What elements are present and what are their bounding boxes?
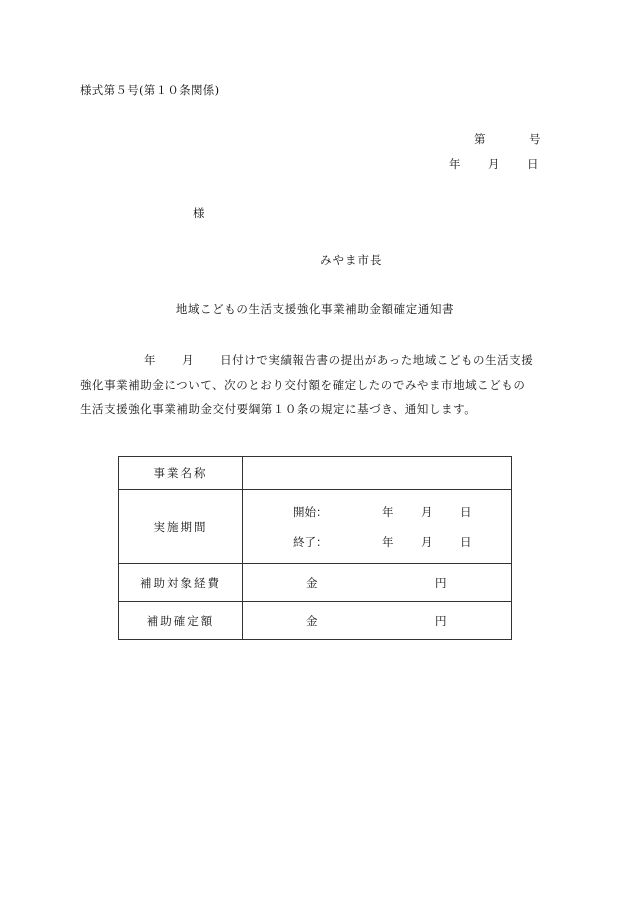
details-table [118,456,512,640]
confirmed-amount-suffix: 円 [435,613,447,628]
date-day-label: 日 [527,157,539,171]
date-month-label: 月 [488,157,500,171]
confirmed-amount-value [243,602,512,640]
project-name-label: 事業名称 [119,457,243,490]
body-month-label: 月 [182,353,195,367]
start-label: 開始： [293,505,328,519]
sender-name: みやま市長 [320,253,383,267]
table-row-eligible-cost [119,564,512,602]
eligible-cost-prefix: 金 [306,575,318,590]
body-line-2: 強化事業補助金について、次のとおり交付額を確定したのでみやま市地域こどもの [80,377,526,392]
body-year-label: 年 [144,353,157,367]
start-month-label: 月 [421,505,433,519]
project-name-value [243,457,512,490]
table-row-period [119,490,512,564]
document-title: 地域こどもの生活支援強化事業補助金額確定通知書 [175,302,455,316]
start-year-label: 年 [382,505,394,519]
eligible-cost-label: 補助対象経費 [119,564,243,602]
period-end-line [243,534,511,548]
end-label: 終了： [293,535,328,549]
confirmed-amount-label: 補助確定額 [119,602,243,640]
confirmed-amount-prefix: 金 [306,613,318,628]
period-label: 実施期間 [119,490,243,564]
period-value [243,490,512,564]
end-year-label: 年 [382,535,394,549]
table-row-confirmed-amount [119,602,512,640]
date-year-label: 年 [449,157,461,171]
body-line-1-text: 日付けで実績報告書の提出があった地域こどもの生活支援 [220,353,534,367]
body-line-3: 生活支援強化事業補助金交付要綱第１０条の規定に基づき、通知します。 [80,402,477,416]
end-day-label: 日 [460,535,472,549]
eligible-cost-value [243,564,512,602]
form-number: 様式第５号(第１０条関係) [80,83,220,97]
end-month-label: 月 [421,535,433,549]
doc-number-prefix: 第 [474,132,486,146]
start-day-label: 日 [460,505,472,519]
body-line-1 [80,348,560,373]
doc-number-suffix: 号 [529,132,541,146]
table-row-project-name [119,457,512,490]
body-paragraph [80,348,560,422]
eligible-cost-suffix: 円 [435,575,447,590]
addressee-honorific: 様 [193,206,205,220]
period-start-line [243,504,511,518]
